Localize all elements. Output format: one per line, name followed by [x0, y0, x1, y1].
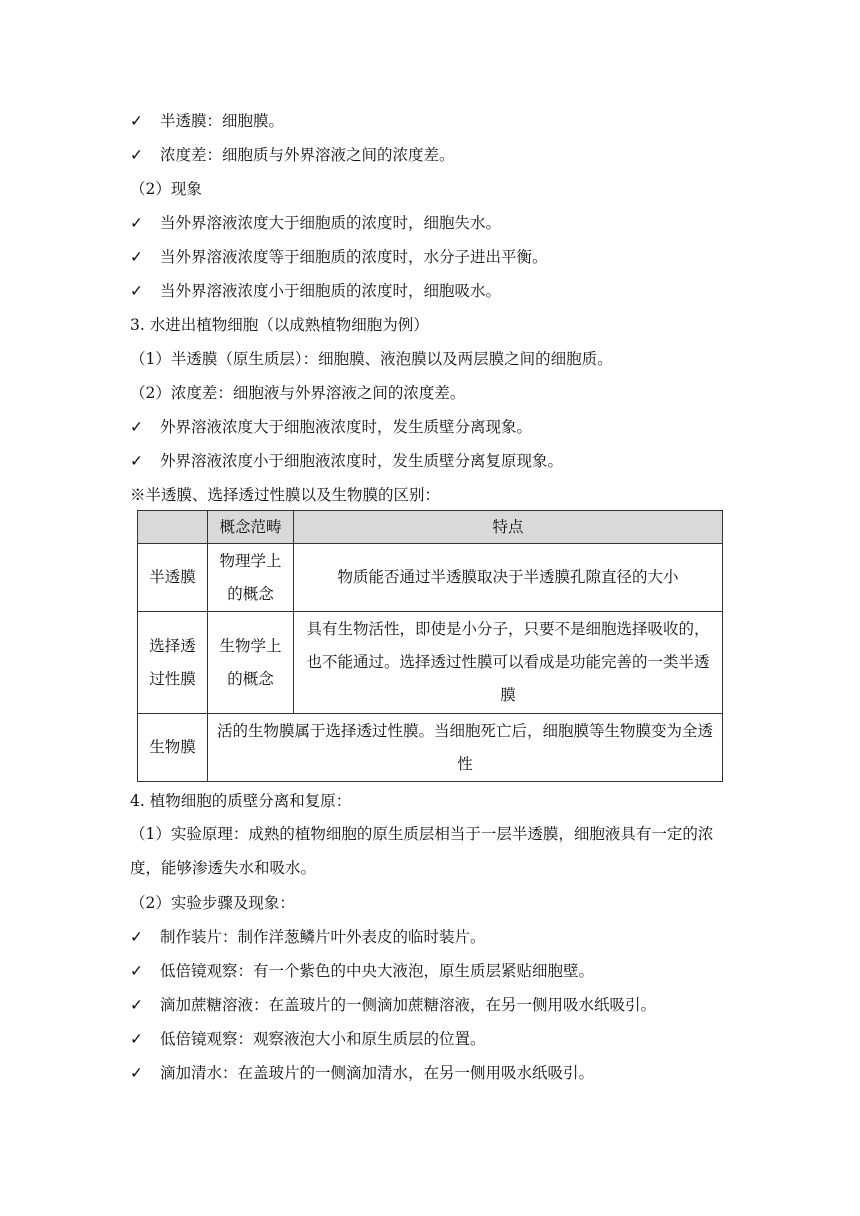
section-4-title: 4. 植物细胞的质壁分离和复原：	[130, 792, 352, 810]
section-3-title: 3. 水进出植物细胞（以成熟植物细胞为例）	[130, 316, 429, 334]
document-page: ✓ 半透膜：细胞膜。 ✓ 浓度差：细胞质与外界溶液之间的浓度差。 （2）现象 ✓ 当外界溶液浓度大于细胞质的浓度时，细胞失水。 ✓ 当外界溶液浓度等于细胞质的浓度时，水分子进出平衡。 ✓ 当外界溶液浓度小于细胞质的浓度时，细胞吸水。 3. 水进出植物细胞（以成熟植物细胞为例） （1）半透膜（原生质层）：细胞膜、液泡膜以及两层膜之间的细胞质。 （2）浓度差：细胞液与外界溶液之间的浓度差。 ✓ 外界溶液浓度大于细胞液浓度时，发生质壁分离现象。 ✓ 外界溶液浓度小于细胞液浓度时，发生质壁分离复原现象。 ※半透膜、选择透过性膜以及生物膜的区别： 概念范畴 特点 半透膜 物理学上的概念 物质能否通过半透膜取决于半透膜孔隙直径的大小 选择透过性膜 生物学上的概念 具有生物活性，即使是小分子，只要不是细胞选择吸收的，也不能通过。选择透过性膜可以看成是功能完善的一类半透膜 生物膜 活的生物膜属于选择透过性膜。当细胞死亡后，细胞膜等生物膜变为全透性 4. 植物细胞的质壁分离和复原： （1）实验原理：成熟的植物细胞的原生质层相当于一层半透膜，细胞液具有一定的浓度，能够渗透失水和吸水。 （2）实验步骤及现象： ✓ 制作装片：制作洋葱鳞片叶外表皮的临时装片。 ✓ 低倍镜观察：有一个紫色的中央大液泡，原生质层紧贴细胞壁。 ✓ 滴加蔗糖溶液：在盖玻片的一侧滴加蔗糖溶液，在另一侧用吸水纸吸引。 ✓ 低倍镜观察：观察液泡大小和原生质层的位置。 ✓ 滴加清水：在盖玻片的一侧滴加清水，在另一侧用吸水纸吸引。	[0, 0, 860, 1216]
table-cell-scope: 物理学上的概念	[208, 544, 294, 612]
check-icon: ✓	[130, 996, 143, 1014]
check-icon: ✓	[130, 282, 143, 300]
table-header	[138, 511, 208, 544]
paragraph: （2）实验步骤及现象：	[130, 894, 295, 912]
table-cell-name: 选择透过性膜	[138, 612, 208, 714]
table-cell-feature: 具有生物活性，即使是小分子，只要不是细胞选择吸收的，也不能通过。选择透过性膜可以看成是功能完善的一类半透膜	[294, 612, 723, 714]
table-cell-scope: 生物学上的概念	[208, 612, 294, 714]
table-header: 概念范畴	[208, 511, 294, 544]
comparison-table	[137, 510, 723, 782]
paragraph: （1）半透膜（原生质层）：细胞膜、液泡膜以及两层膜之间的细胞质。	[130, 350, 613, 368]
check-icon: ✓	[130, 112, 143, 130]
check-icon: ✓	[130, 928, 143, 946]
paragraph: （2）浓度差：细胞液与外界溶液之间的浓度差。	[130, 384, 466, 402]
table-cell-name: 半透膜	[138, 544, 208, 612]
check-icon: ✓	[130, 214, 143, 232]
subheading: （2）现象	[130, 180, 202, 198]
check-icon: ✓	[130, 1064, 143, 1082]
table-row	[138, 544, 723, 612]
check-icon: ✓	[130, 146, 143, 164]
table-cell-feature: 物质能否通过半透膜取决于半透膜孔隙直径的大小	[294, 544, 723, 612]
table-header: 特点	[294, 511, 723, 544]
table-row	[138, 612, 723, 714]
check-icon: ✓	[130, 452, 143, 470]
table-header-row	[138, 511, 723, 544]
table-cell-merged: 活的生物膜属于选择透过性膜。当细胞死亡后，细胞膜等生物膜变为全透性	[208, 714, 723, 782]
paragraph: （1）实验原理：成熟的植物细胞的原生质层相当于一层半透膜，细胞液具有一定的浓度，能够渗透失水和吸水。	[130, 825, 714, 877]
table-note: ※半透膜、选择透过性膜以及生物膜的区别：	[130, 486, 441, 504]
check-icon: ✓	[130, 248, 143, 266]
check-icon: ✓	[130, 962, 143, 980]
table-row	[138, 714, 723, 782]
check-icon: ✓	[130, 418, 143, 436]
table-cell-name: 生物膜	[138, 714, 208, 782]
check-icon: ✓	[130, 1030, 143, 1048]
